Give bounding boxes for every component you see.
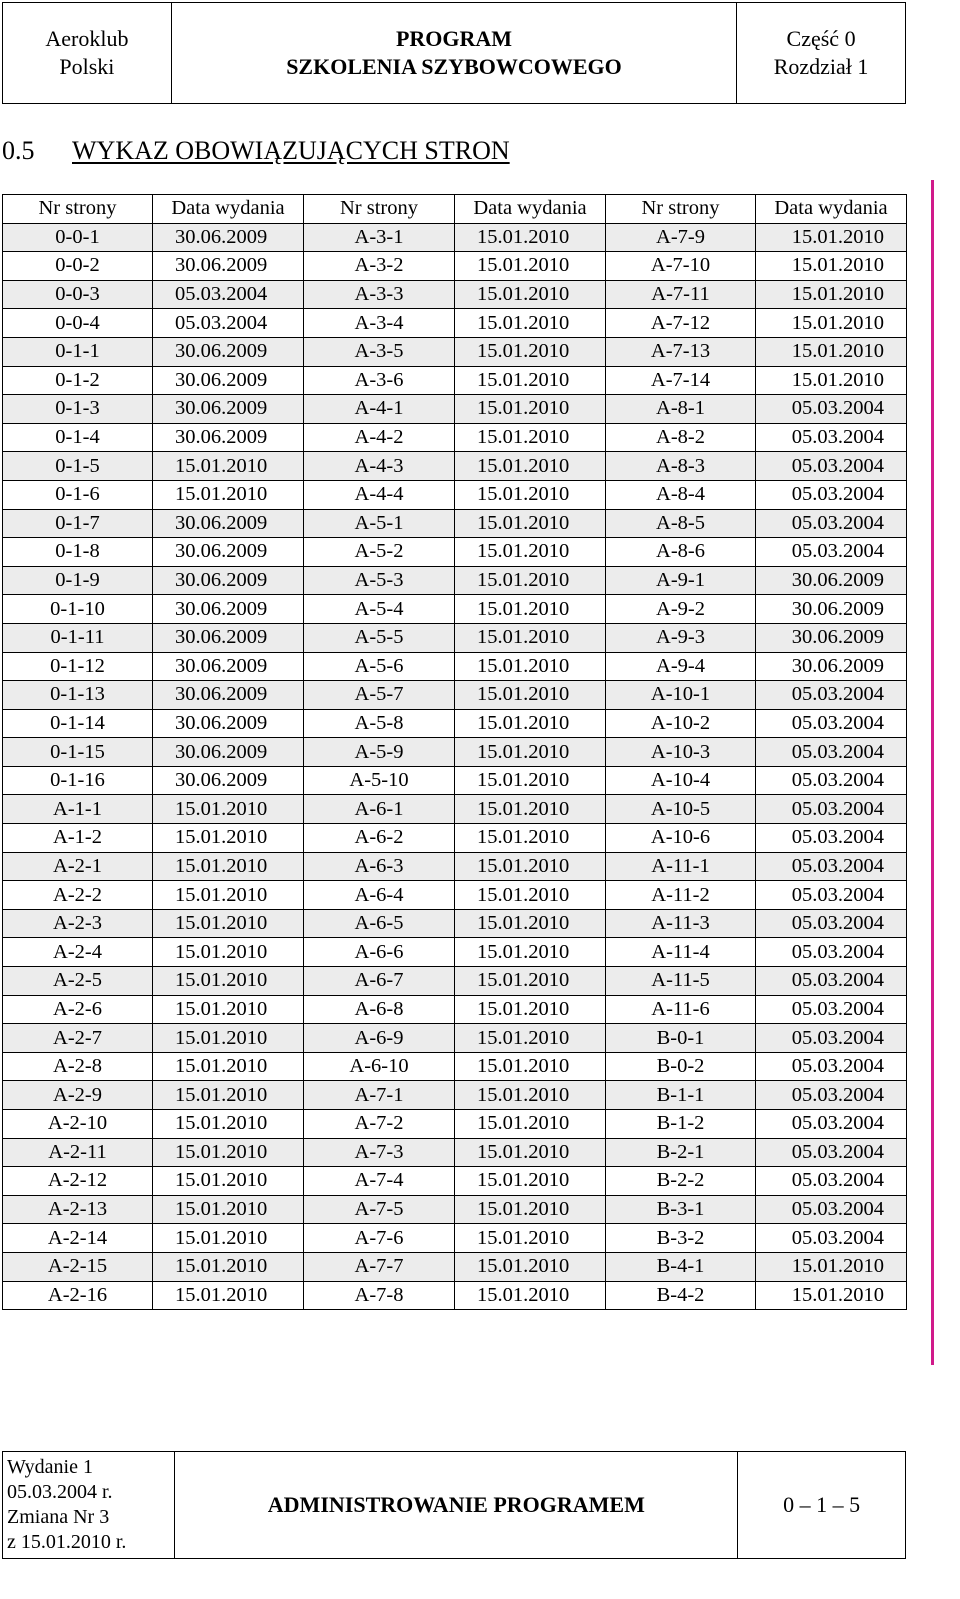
issue-date-cell: 15.01.2010	[153, 938, 304, 967]
table-row	[3, 1052, 907, 1081]
page-number-cell: A-2-4	[3, 938, 153, 967]
issue-date-cell: 30.06.2009	[153, 566, 304, 595]
page-number-cell: 0-1-6	[3, 480, 153, 509]
issue-date-cell: 30.06.2009	[153, 681, 304, 710]
page-number-cell: 0-1-8	[3, 538, 153, 567]
revision-bar	[931, 180, 934, 1365]
column-header: Nr strony	[304, 195, 455, 224]
issue-date-cell: 15.01.2010	[455, 509, 606, 538]
page-number-cell: B-2-1	[606, 1138, 756, 1167]
issue-date-cell: 15.01.2010	[455, 681, 606, 710]
column-header: Data wydania	[153, 195, 304, 224]
issue-date-cell: 15.01.2010	[455, 709, 606, 738]
page-number-cell: B-4-2	[606, 1281, 756, 1310]
column-header: Data wydania	[756, 195, 907, 224]
page-number-cell: A-6-7	[304, 967, 455, 996]
page-number-cell: A-5-3	[304, 566, 455, 595]
table-row	[3, 938, 907, 967]
issue-date-cell: 15.01.2010	[153, 852, 304, 881]
page-number-cell: A-7-3	[304, 1138, 455, 1167]
issue-date-cell: 30.06.2009	[153, 395, 304, 424]
page-number-cell: A-6-3	[304, 852, 455, 881]
page-number-cell: A-4-4	[304, 480, 455, 509]
page-number-cell: A-6-4	[304, 881, 455, 910]
issue-date-cell: 15.01.2010	[455, 938, 606, 967]
page-number-cell: A-2-12	[3, 1167, 153, 1196]
page-number-cell: A-7-9	[606, 223, 756, 252]
issue-date-cell: 15.01.2010	[153, 795, 304, 824]
issue-date-cell: 15.01.2010	[455, 623, 606, 652]
page-number-cell: 0-1-4	[3, 423, 153, 452]
page-number-cell: A-5-6	[304, 652, 455, 681]
page-number-cell: A-5-7	[304, 681, 455, 710]
table-row	[3, 480, 907, 509]
issue-date-cell: 15.01.2010	[455, 480, 606, 509]
issue-date-cell: 15.01.2010	[756, 280, 907, 309]
issue-date-cell: 15.01.2010	[455, 309, 606, 338]
page-number-cell: 0-1-1	[3, 337, 153, 366]
page-number-cell: A-2-15	[3, 1252, 153, 1281]
page-number-cell: A-6-6	[304, 938, 455, 967]
issue-date-cell: 05.03.2004	[756, 1110, 907, 1139]
table-row	[3, 995, 907, 1024]
footer-edition-info	[3, 1452, 175, 1559]
page-number-cell: A-5-5	[304, 623, 455, 652]
table-row	[3, 738, 907, 767]
page-number-cell: 0-1-16	[3, 766, 153, 795]
table-row	[3, 709, 907, 738]
issue-date-cell: 15.01.2010	[153, 1195, 304, 1224]
page-number-cell: A-1-2	[3, 824, 153, 853]
issue-date-cell: 15.01.2010	[455, 881, 606, 910]
page-number-cell: A-7-2	[304, 1110, 455, 1139]
page-number-cell: A-3-2	[304, 252, 455, 281]
page-number-cell: A-2-5	[3, 967, 153, 996]
issue-date-cell: 15.01.2010	[153, 967, 304, 996]
issue-date-cell: 15.01.2010	[455, 1195, 606, 1224]
page-number-cell: A-3-4	[304, 309, 455, 338]
issue-date-cell: 15.01.2010	[455, 223, 606, 252]
table-row	[3, 223, 907, 252]
page-number-cell: A-11-4	[606, 938, 756, 967]
page-number-cell: A-5-4	[304, 595, 455, 624]
issue-date-cell: 15.01.2010	[455, 1138, 606, 1167]
table-row	[3, 766, 907, 795]
header-title	[171, 3, 736, 104]
page-number-cell: 0-1-10	[3, 595, 153, 624]
page-number-cell: A-11-6	[606, 995, 756, 1024]
table-row	[3, 509, 907, 538]
issue-date-cell: 15.01.2010	[455, 538, 606, 567]
table-row	[3, 280, 907, 309]
page-number-cell: A-7-6	[304, 1224, 455, 1253]
page-number-cell: A-10-5	[606, 795, 756, 824]
header-location	[737, 3, 906, 104]
page-number-cell: A-10-2	[606, 709, 756, 738]
table-header-row	[3, 195, 907, 224]
table-row	[3, 395, 907, 424]
page-number-cell: A-7-4	[304, 1167, 455, 1196]
issue-date-cell: 30.06.2009	[153, 366, 304, 395]
issue-date-cell: 15.01.2010	[756, 223, 907, 252]
section-number: 0.5	[2, 136, 35, 165]
table-row	[3, 1081, 907, 1110]
page-number-cell: A-5-10	[304, 766, 455, 795]
page-number-cell: A-5-8	[304, 709, 455, 738]
page-number-cell: A-2-11	[3, 1138, 153, 1167]
issue-date-cell: 15.01.2010	[455, 738, 606, 767]
org-line-1: Aeroklub	[45, 26, 129, 51]
page-number-cell: A-3-6	[304, 366, 455, 395]
issue-date-cell: 05.03.2004	[756, 967, 907, 996]
issue-date-cell: 05.03.2004	[153, 309, 304, 338]
table-row	[3, 681, 907, 710]
table-row	[3, 595, 907, 624]
issue-date-cell: 15.01.2010	[455, 852, 606, 881]
page-number-cell: 0-1-12	[3, 652, 153, 681]
column-header: Data wydania	[455, 195, 606, 224]
table-row	[3, 852, 907, 881]
issue-date-cell: 15.01.2010	[455, 995, 606, 1024]
table-row	[3, 309, 907, 338]
page-number-cell: B-0-1	[606, 1024, 756, 1053]
page-number-cell: B-2-2	[606, 1167, 756, 1196]
issue-date-cell: 05.03.2004	[756, 1024, 907, 1053]
issue-date-cell: 15.01.2010	[455, 1281, 606, 1310]
issue-date-cell: 30.06.2009	[153, 623, 304, 652]
section-heading	[2, 136, 510, 166]
page-number-cell: A-3-5	[304, 337, 455, 366]
issue-date-cell: 15.01.2010	[153, 1081, 304, 1110]
issue-date-cell: 15.01.2010	[153, 1138, 304, 1167]
issue-date-cell: 15.01.2010	[153, 1024, 304, 1053]
issue-date-cell: 15.01.2010	[153, 1167, 304, 1196]
issue-date-cell: 15.01.2010	[455, 280, 606, 309]
page-number-cell: A-7-10	[606, 252, 756, 281]
issue-date-cell: 05.03.2004	[756, 538, 907, 567]
page-number-cell: 0-1-3	[3, 395, 153, 424]
page-number-cell: B-0-2	[606, 1052, 756, 1081]
issue-date-cell: 15.01.2010	[153, 1252, 304, 1281]
page-number-cell: A-6-1	[304, 795, 455, 824]
page-number-cell: A-2-9	[3, 1081, 153, 1110]
issue-date-cell: 15.01.2010	[153, 881, 304, 910]
page-number-cell: A-4-2	[304, 423, 455, 452]
issue-date-cell: 15.01.2010	[455, 824, 606, 853]
page-number-cell: B-3-2	[606, 1224, 756, 1253]
table-row	[3, 252, 907, 281]
issue-date-cell: 30.06.2009	[153, 652, 304, 681]
page-number-cell: A-2-1	[3, 852, 153, 881]
page-number-cell: 0-1-11	[3, 623, 153, 652]
page-number-cell: A-5-9	[304, 738, 455, 767]
page-number-cell: 0-0-2	[3, 252, 153, 281]
issue-date-cell: 15.01.2010	[153, 824, 304, 853]
issue-date-cell: 05.03.2004	[756, 709, 907, 738]
table-row	[3, 623, 907, 652]
footer-title: ADMINISTROWANIE PROGRAMEM	[175, 1452, 738, 1559]
issue-date-cell: 30.06.2009	[153, 709, 304, 738]
page-number-cell: A-2-14	[3, 1224, 153, 1253]
page-number-cell: B-1-1	[606, 1081, 756, 1110]
issue-date-cell: 15.01.2010	[455, 795, 606, 824]
page-number-cell: B-1-2	[606, 1110, 756, 1139]
page-number-cell: A-10-1	[606, 681, 756, 710]
section-title: WYKAZ OBOWIĄZUJĄCYCH STRON	[72, 136, 510, 165]
issue-date-cell: 15.01.2010	[455, 337, 606, 366]
page-number-cell: A-10-6	[606, 824, 756, 853]
issue-date-cell: 15.01.2010	[153, 1281, 304, 1310]
issue-date-cell: 15.01.2010	[153, 1224, 304, 1253]
page-number-cell: A-9-3	[606, 623, 756, 652]
page-number-cell: 0-1-7	[3, 509, 153, 538]
page-number-cell: A-8-1	[606, 395, 756, 424]
table-row	[3, 538, 907, 567]
page-number-cell: A-6-10	[304, 1052, 455, 1081]
issue-date-cell: 15.01.2010	[455, 766, 606, 795]
page-number-cell: A-7-1	[304, 1081, 455, 1110]
issue-date-cell: 30.06.2009	[153, 766, 304, 795]
edition-label: Wydanie 1	[7, 1456, 93, 1478]
change-label: Zmiana Nr 3	[7, 1506, 110, 1528]
page-number-cell: A-2-2	[3, 881, 153, 910]
issue-date-cell: 15.01.2010	[756, 252, 907, 281]
issue-date-cell: 15.01.2010	[153, 452, 304, 481]
page-number-cell: 0-0-4	[3, 309, 153, 338]
issue-date-cell: 15.01.2010	[455, 1167, 606, 1196]
page-number-cell: A-7-7	[304, 1252, 455, 1281]
page-footer	[2, 1451, 906, 1559]
page-number-cell: A-1-1	[3, 795, 153, 824]
table-row	[3, 452, 907, 481]
issue-date-cell: 30.06.2009	[153, 423, 304, 452]
table-row	[3, 652, 907, 681]
column-header: Nr strony	[3, 195, 153, 224]
page-number-cell: A-4-3	[304, 452, 455, 481]
issue-date-cell: 15.01.2010	[153, 909, 304, 938]
issue-date-cell: 15.01.2010	[153, 995, 304, 1024]
table-row	[3, 366, 907, 395]
org-line-2: Polski	[59, 54, 115, 79]
issue-date-cell: 15.01.2010	[455, 395, 606, 424]
page-number-cell: A-7-14	[606, 366, 756, 395]
issue-date-cell: 05.03.2004	[756, 1081, 907, 1110]
issue-date-cell: 05.03.2004	[756, 1167, 907, 1196]
issue-date-cell: 15.01.2010	[756, 309, 907, 338]
issue-date-cell: 15.01.2010	[455, 595, 606, 624]
page-number-cell: A-11-3	[606, 909, 756, 938]
table-row	[3, 337, 907, 366]
table-row	[3, 423, 907, 452]
header-organization	[3, 3, 172, 104]
page-number-cell: A-8-3	[606, 452, 756, 481]
issue-date-cell: 15.01.2010	[756, 337, 907, 366]
issue-date-cell: 05.03.2004	[756, 509, 907, 538]
issue-date-cell: 15.01.2010	[455, 1024, 606, 1053]
issue-date-cell: 05.03.2004	[756, 452, 907, 481]
page-number-cell: A-5-2	[304, 538, 455, 567]
issue-date-cell: 05.03.2004	[756, 1052, 907, 1081]
issue-date-cell: 15.01.2010	[455, 423, 606, 452]
page-number-cell: A-8-2	[606, 423, 756, 452]
table-row	[3, 1110, 907, 1139]
issue-date-cell: 05.03.2004	[756, 1224, 907, 1253]
issue-date-cell: 30.06.2009	[756, 623, 907, 652]
issue-date-cell: 30.06.2009	[153, 337, 304, 366]
issue-date-cell: 15.01.2010	[153, 1110, 304, 1139]
issue-date-cell: 30.06.2009	[153, 509, 304, 538]
page-number-cell: A-7-11	[606, 280, 756, 309]
page-number-cell: A-10-3	[606, 738, 756, 767]
page-number-cell: A-7-8	[304, 1281, 455, 1310]
page-number: 0 – 1 – 5	[738, 1452, 906, 1559]
issue-date-cell: 05.03.2004	[756, 881, 907, 910]
page-number-cell: A-8-4	[606, 480, 756, 509]
change-date: z 15.01.2010 r.	[7, 1531, 127, 1553]
issue-date-cell: 05.03.2004	[756, 766, 907, 795]
page-number-cell: A-2-6	[3, 995, 153, 1024]
page-number-cell: A-2-16	[3, 1281, 153, 1310]
table-row	[3, 1195, 907, 1224]
issue-date-cell: 05.03.2004	[756, 938, 907, 967]
page-number-cell: B-4-1	[606, 1252, 756, 1281]
issue-date-cell: 30.06.2009	[153, 538, 304, 567]
issue-date-cell: 15.01.2010	[455, 967, 606, 996]
page-number-cell: A-7-12	[606, 309, 756, 338]
issue-date-cell: 15.01.2010	[455, 366, 606, 395]
page-number-cell: 0-1-9	[3, 566, 153, 595]
page-number-cell: A-6-9	[304, 1024, 455, 1053]
page-number-cell: A-7-13	[606, 337, 756, 366]
issue-date-cell: 30.06.2009	[153, 252, 304, 281]
issue-date-cell: 05.03.2004	[756, 480, 907, 509]
page-number-cell: 0-0-1	[3, 223, 153, 252]
table-row	[3, 1024, 907, 1053]
page-header	[2, 2, 906, 104]
issue-date-cell: 15.01.2010	[756, 1281, 907, 1310]
issue-date-cell: 15.01.2010	[455, 566, 606, 595]
page-number-cell: 0-1-2	[3, 366, 153, 395]
page-number-cell: A-6-2	[304, 824, 455, 853]
issue-date-cell: 05.03.2004	[756, 1195, 907, 1224]
table-row	[3, 1224, 907, 1253]
issue-date-cell: 15.01.2010	[455, 1081, 606, 1110]
pages-list-table	[2, 194, 907, 1310]
issue-date-cell: 05.03.2004	[756, 995, 907, 1024]
issue-date-cell: 05.03.2004	[756, 909, 907, 938]
page-number-cell: A-2-10	[3, 1110, 153, 1139]
page-number-cell: A-11-1	[606, 852, 756, 881]
page-number-cell: A-2-3	[3, 909, 153, 938]
page-number-cell: A-8-5	[606, 509, 756, 538]
issue-date-cell: 15.01.2010	[455, 652, 606, 681]
table-row	[3, 1138, 907, 1167]
part-label: Część 0	[786, 26, 856, 51]
issue-date-cell: 05.03.2004	[756, 681, 907, 710]
issue-date-cell: 15.01.2010	[455, 452, 606, 481]
title-line-2: SZKOLENIA SZYBOWCOWEGO	[286, 54, 622, 79]
issue-date-cell: 15.01.2010	[153, 480, 304, 509]
issue-date-cell: 05.03.2004	[756, 1138, 907, 1167]
chapter-label: Rozdział 1	[773, 54, 869, 79]
page-number-cell: A-10-4	[606, 766, 756, 795]
page-number-cell: A-6-5	[304, 909, 455, 938]
issue-date-cell: 05.03.2004	[756, 795, 907, 824]
page-number-cell: A-2-8	[3, 1052, 153, 1081]
issue-date-cell: 15.01.2010	[455, 252, 606, 281]
page-number-cell: A-2-13	[3, 1195, 153, 1224]
issue-date-cell: 15.01.2010	[756, 1252, 907, 1281]
page-number-cell: A-3-1	[304, 223, 455, 252]
issue-date-cell: 15.01.2010	[455, 1224, 606, 1253]
page-number-cell: B-3-1	[606, 1195, 756, 1224]
page-number-cell: A-11-5	[606, 967, 756, 996]
issue-date-cell: 15.01.2010	[153, 1052, 304, 1081]
page-number-cell: A-2-7	[3, 1024, 153, 1053]
issue-date-cell: 05.03.2004	[756, 738, 907, 767]
page-number-cell: A-11-2	[606, 881, 756, 910]
page-number-cell: A-9-2	[606, 595, 756, 624]
table-row	[3, 881, 907, 910]
edition-date: 05.03.2004 r.	[7, 1481, 113, 1503]
issue-date-cell: 30.06.2009	[756, 595, 907, 624]
issue-date-cell: 15.01.2010	[455, 1252, 606, 1281]
issue-date-cell: 30.06.2009	[153, 738, 304, 767]
issue-date-cell: 05.03.2004	[756, 395, 907, 424]
issue-date-cell: 05.03.2004	[756, 852, 907, 881]
page-number-cell: 0-1-14	[3, 709, 153, 738]
table-row	[3, 566, 907, 595]
page-number-cell: 0-1-5	[3, 452, 153, 481]
page-number-cell: A-9-1	[606, 566, 756, 595]
issue-date-cell: 30.06.2009	[153, 595, 304, 624]
table-row	[3, 909, 907, 938]
page-number-cell: A-8-6	[606, 538, 756, 567]
table-row	[3, 1281, 907, 1310]
issue-date-cell: 15.01.2010	[455, 1110, 606, 1139]
issue-date-cell: 15.01.2010	[756, 366, 907, 395]
table-row	[3, 795, 907, 824]
issue-date-cell: 30.06.2009	[756, 566, 907, 595]
page-number-cell: A-6-8	[304, 995, 455, 1024]
page-number-cell: A-5-1	[304, 509, 455, 538]
issue-date-cell: 05.03.2004	[756, 824, 907, 853]
page-number-cell: A-9-4	[606, 652, 756, 681]
table-row	[3, 1167, 907, 1196]
issue-date-cell: 15.01.2010	[455, 909, 606, 938]
page-number-cell: 0-1-15	[3, 738, 153, 767]
page-number-cell: 0-1-13	[3, 681, 153, 710]
issue-date-cell: 05.03.2004	[153, 280, 304, 309]
issue-date-cell: 30.06.2009	[153, 223, 304, 252]
page-number-cell: A-4-1	[304, 395, 455, 424]
table-row	[3, 1252, 907, 1281]
issue-date-cell: 30.06.2009	[756, 652, 907, 681]
title-line-1: PROGRAM	[395, 26, 513, 51]
page-number-cell: A-7-5	[304, 1195, 455, 1224]
issue-date-cell: 15.01.2010	[455, 1052, 606, 1081]
column-header: Nr strony	[606, 195, 756, 224]
page-number-cell: 0-0-3	[3, 280, 153, 309]
table-row	[3, 967, 907, 996]
table-row	[3, 824, 907, 853]
page-number-cell: A-3-3	[304, 280, 455, 309]
issue-date-cell: 05.03.2004	[756, 423, 907, 452]
